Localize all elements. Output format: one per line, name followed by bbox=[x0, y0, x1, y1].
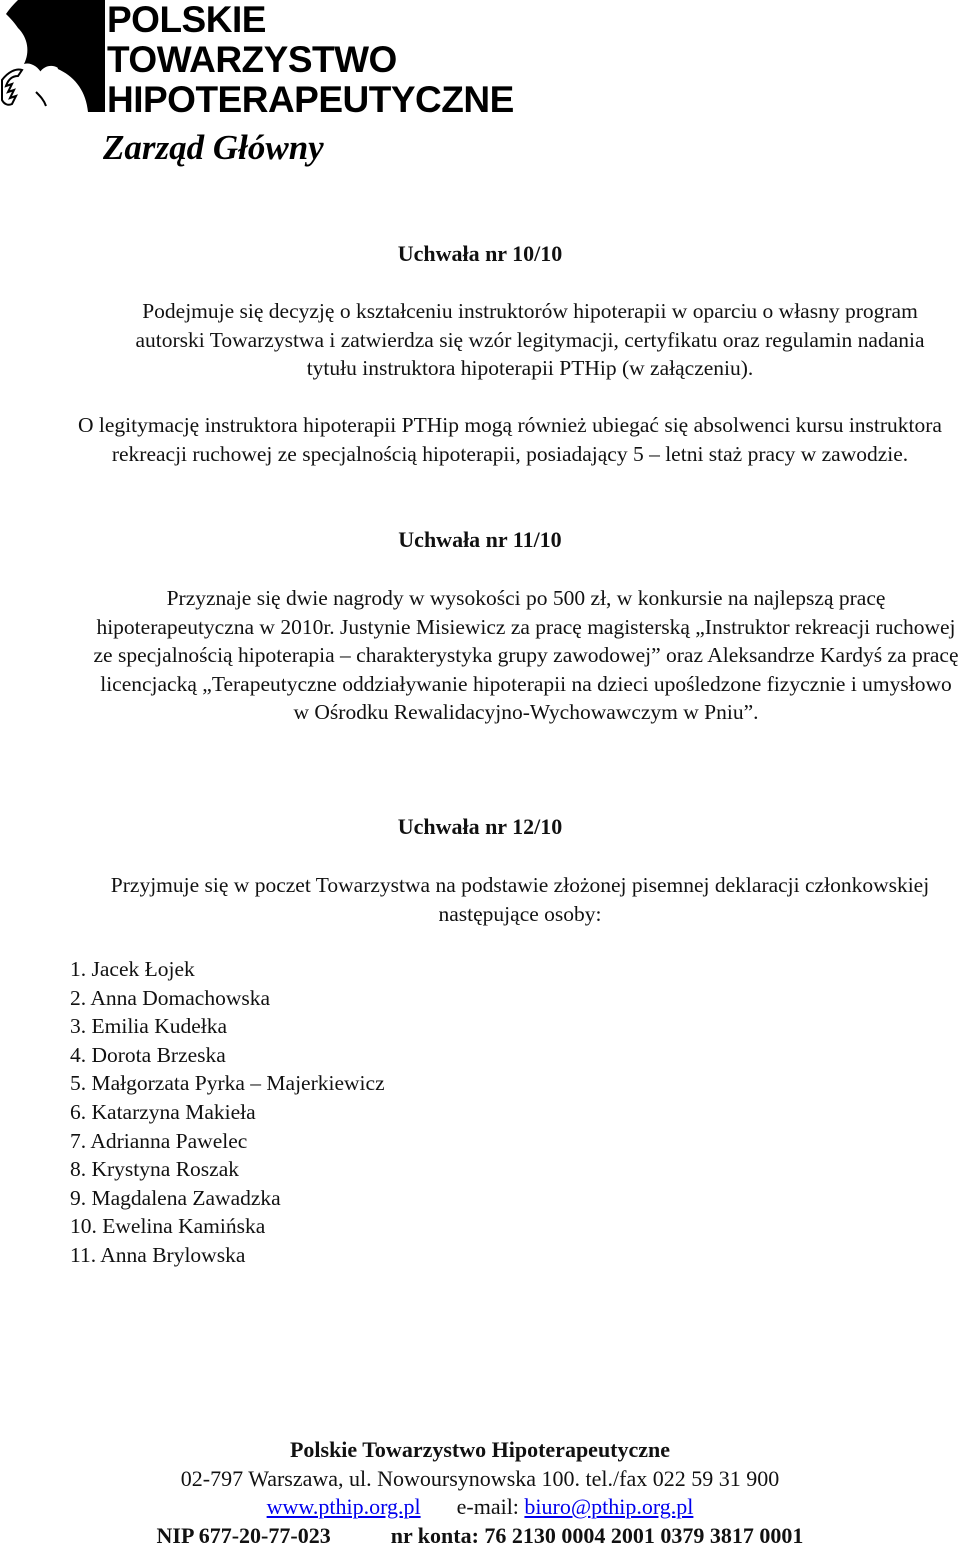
footer-bank-info bbox=[0, 1522, 960, 1550]
logo-line-1: POLSKIE bbox=[107, 0, 266, 40]
resolution-10-paragraph-2: O legitymację instruktora hipoterapii PTHip mogą również ubiegać się absolwenci kursu instruktora rekreacji ruchowej ze specjalnością hipoterapii, posiadający 5 – letni staż pracy w zawodzie. bbox=[78, 413, 942, 466]
list-item: 10. Ewelina Kamińska bbox=[70, 1214, 266, 1239]
resolution-12-paragraph: Przyjmuje się w poczet Towarzystwa na podstawie złożonej pisemnej deklaracji członkowskiej następujące osoby: bbox=[110, 873, 930, 926]
nip-number: NIP 677-20-77-023 bbox=[156, 1522, 331, 1548]
email-label: e-mail: bbox=[456, 1494, 519, 1519]
resolution-10-paragraph-1: Podejmuje się decyzję o kształceniu instruktorów hipoterapii w oparciu o własny program autorski Towarzystwa i zatwierdza się wzór legitymacji, certyfikatu oraz regulamin nadania tytułu instruktora hipoterapii PTHip (w załączeniu). bbox=[135, 299, 925, 380]
member-list bbox=[70, 955, 385, 1270]
resolution-11-title: Uchwała nr 11/10 bbox=[398, 527, 562, 552]
logo-line-3: HIPOTERAPEUTYCZNE bbox=[107, 79, 514, 120]
resolution-10-title: Uchwała nr 10/10 bbox=[397, 241, 563, 266]
logo-wordmark bbox=[107, 0, 514, 120]
list-item: 1. Jacek Łojek bbox=[70, 957, 195, 981]
email-link[interactable]: biuro@pthip.org.pl bbox=[524, 1494, 694, 1519]
page-footer bbox=[0, 1436, 960, 1550]
resolution-11-paragraph: Przyznaje się dwie nagrody w wysokości po 500 zł, w konkursie na najlepszą pracę hipoterapeutyczna w 2010r. Justynie Misiewicz za pracę magisterską „Instruktor rekreacji ruchowej ze specjalnością hipoterapia – charakterystyka grupy zawodowej” oraz Aleksandrze Kardyś za pracę licencjacką „Terapeutyczne oddziaływanie hipoterapii na dzieci upośledzone fizycznie i umysłowo w Ośrodku Rewalidacyjno-Wychowawczym w Pniu”. bbox=[93, 586, 959, 724]
list-item: 4. Dorota Brzeska bbox=[70, 1042, 226, 1067]
list-item: 6. Katarzyna Makieła bbox=[70, 1099, 256, 1124]
list-item: 5. Małgorzata Pyrka – Majerkiewicz bbox=[70, 1071, 385, 1096]
footer-contact bbox=[0, 1493, 960, 1522]
horse-hand-logo-icon bbox=[0, 0, 105, 115]
list-item: 9. Magdalena Zawadzka bbox=[70, 1185, 281, 1210]
organization-logo bbox=[0, 0, 560, 185]
list-item: 3. Emilia Kudełka bbox=[70, 1014, 228, 1039]
footer-org-name: Polskie Towarzystwo Hipoterapeutyczne bbox=[289, 1437, 671, 1462]
list-item: 7. Adrianna Pawelec bbox=[70, 1128, 248, 1153]
logo-line-2: TOWARZYSTWO bbox=[107, 39, 397, 80]
list-item: 11. Anna Brylowska bbox=[70, 1242, 246, 1267]
website-link[interactable]: www.pthip.org.pl bbox=[266, 1494, 421, 1519]
list-item: 2. Anna Domachowska bbox=[70, 985, 271, 1010]
logo-subtitle: Zarząd Główny bbox=[103, 128, 324, 167]
list-item: 8. Krystyna Roszak bbox=[70, 1157, 239, 1182]
resolution-12-title: Uchwała nr 12/10 bbox=[397, 814, 563, 839]
footer-address: 02-797 Warszawa, ul. Nowoursynowska 100. tel./fax 022 59 31 900 bbox=[180, 1465, 780, 1491]
bank-account: nr konta: 76 2130 0004 2001 0379 3817 0001 bbox=[390, 1522, 804, 1548]
